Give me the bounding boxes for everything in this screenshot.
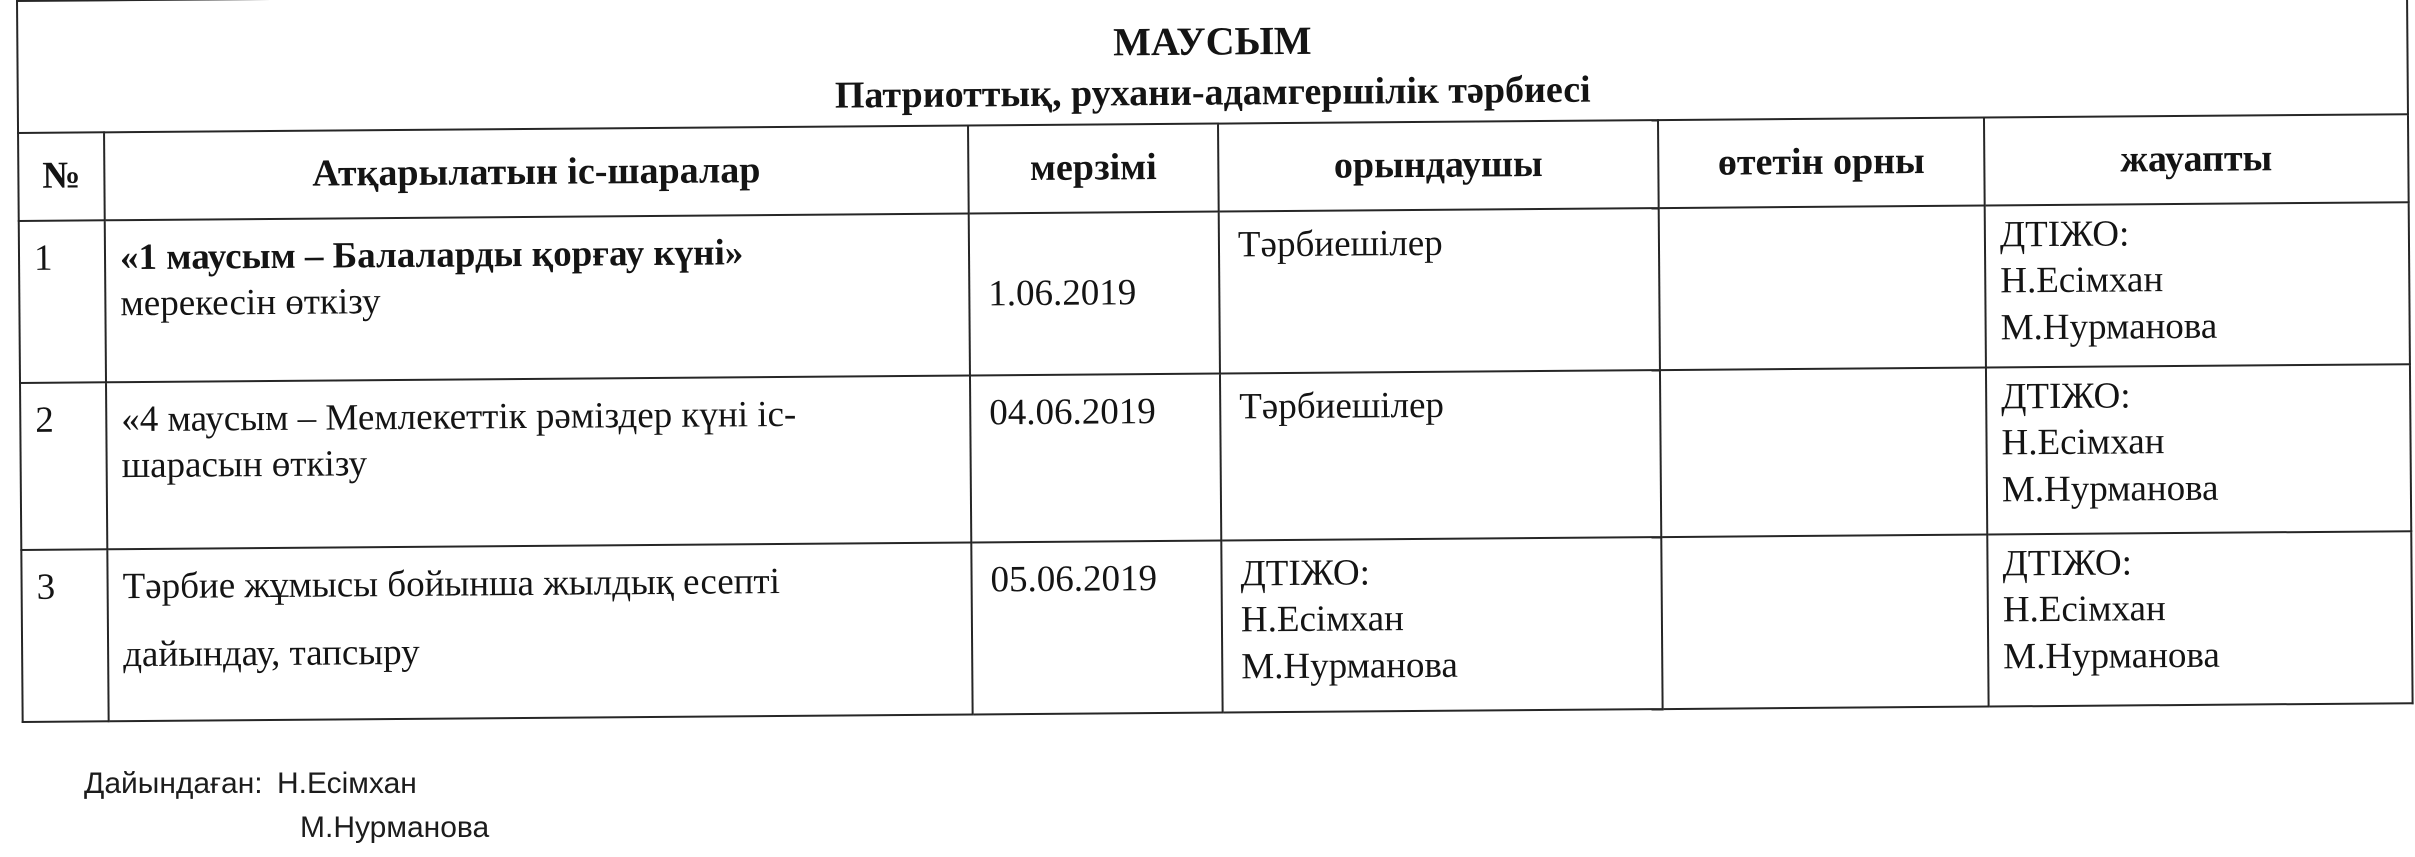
event-title-bold: «1 маусым – Балаларды қорғау күні» — [119, 232, 744, 279]
place-cell — [1661, 535, 1988, 710]
responsible-line: М.Нурманова — [2001, 467, 2219, 510]
event-cell — [107, 543, 972, 722]
title-row — [17, 0, 2408, 133]
executor-line: ДТІЖО: — [1240, 552, 1371, 595]
header-date: мерзімі — [968, 124, 1219, 214]
executor-line: Тәрбиешілер — [1237, 222, 1443, 266]
month-title: МАУСЫМ — [1112, 17, 1312, 65]
preparer-name: М.Нурманова — [300, 811, 490, 844]
responsible-line: Н.Есімхан — [2001, 421, 2165, 464]
responsible-cell — [1987, 531, 2412, 706]
responsible-line: ДТІЖО: — [2002, 542, 2133, 585]
executor-line: М.Нурманова — [1241, 644, 1459, 687]
table-row — [20, 364, 2411, 550]
responsible-line: Н.Есімхан — [2000, 259, 2164, 302]
row-number: 2 — [20, 382, 107, 550]
executor-cell — [1219, 208, 1660, 373]
event-text: шарасын өткізу — [121, 443, 368, 487]
executor-cell — [1220, 370, 1661, 540]
place-cell — [1659, 206, 1986, 371]
header-responsible: жауапты — [1984, 114, 2409, 205]
preparer-name: Н.Есімхан — [276, 767, 417, 800]
executor-line: Тәрбиешілер — [1239, 384, 1445, 428]
responsible-line: Н.Есімхан — [2002, 588, 2166, 631]
executor-cell — [1221, 537, 1662, 712]
event-date: 05.06.2019 — [971, 541, 1222, 715]
prepared-by-label: Дайындаған: — [84, 767, 263, 800]
row-number: 1 — [19, 220, 106, 383]
header-event: Атқарылатын іс-шаралар — [104, 126, 969, 221]
table-row — [19, 202, 2410, 383]
responsible-line: ДТІЖО: — [1999, 213, 2130, 256]
event-text: «4 маусым – Мемлекеттік рәміздер күні іс- — [121, 393, 797, 441]
event-text: Тәрбие жұмысы бойынша жылдық есепті — [122, 561, 781, 608]
prepared-by-block — [84, 762, 489, 850]
header-num: № — [18, 132, 105, 221]
responsible-cell — [1985, 202, 2410, 367]
responsible-line: ДТІЖО: — [2001, 375, 2131, 418]
responsible-line: М.Нурманова — [2000, 305, 2218, 348]
responsible-line: М.Нурманова — [2003, 634, 2220, 677]
responsible-cell — [1986, 364, 2411, 534]
executor-line: Н.Есімхан — [1240, 598, 1405, 641]
header-executor: орындаушы — [1218, 120, 1659, 211]
place-cell — [1660, 368, 1987, 538]
event-date: 04.06.2019 — [970, 374, 1221, 543]
row-number: 3 — [21, 549, 108, 722]
header-place: өтетін орны — [1658, 118, 1985, 209]
event-text: дайындау, тапсыру — [122, 632, 420, 676]
event-date: 1.06.2019 — [969, 212, 1220, 376]
section-title: Патриоттық, рухани-адамгершілік тәрбиесі — [834, 68, 1591, 117]
event-plan-table — [16, 0, 2414, 723]
event-cell — [105, 214, 970, 383]
table-title-cell — [17, 0, 2408, 133]
event-cell — [106, 376, 971, 550]
event-text: мерекесін өткізу — [120, 281, 381, 325]
table-row — [21, 531, 2412, 722]
